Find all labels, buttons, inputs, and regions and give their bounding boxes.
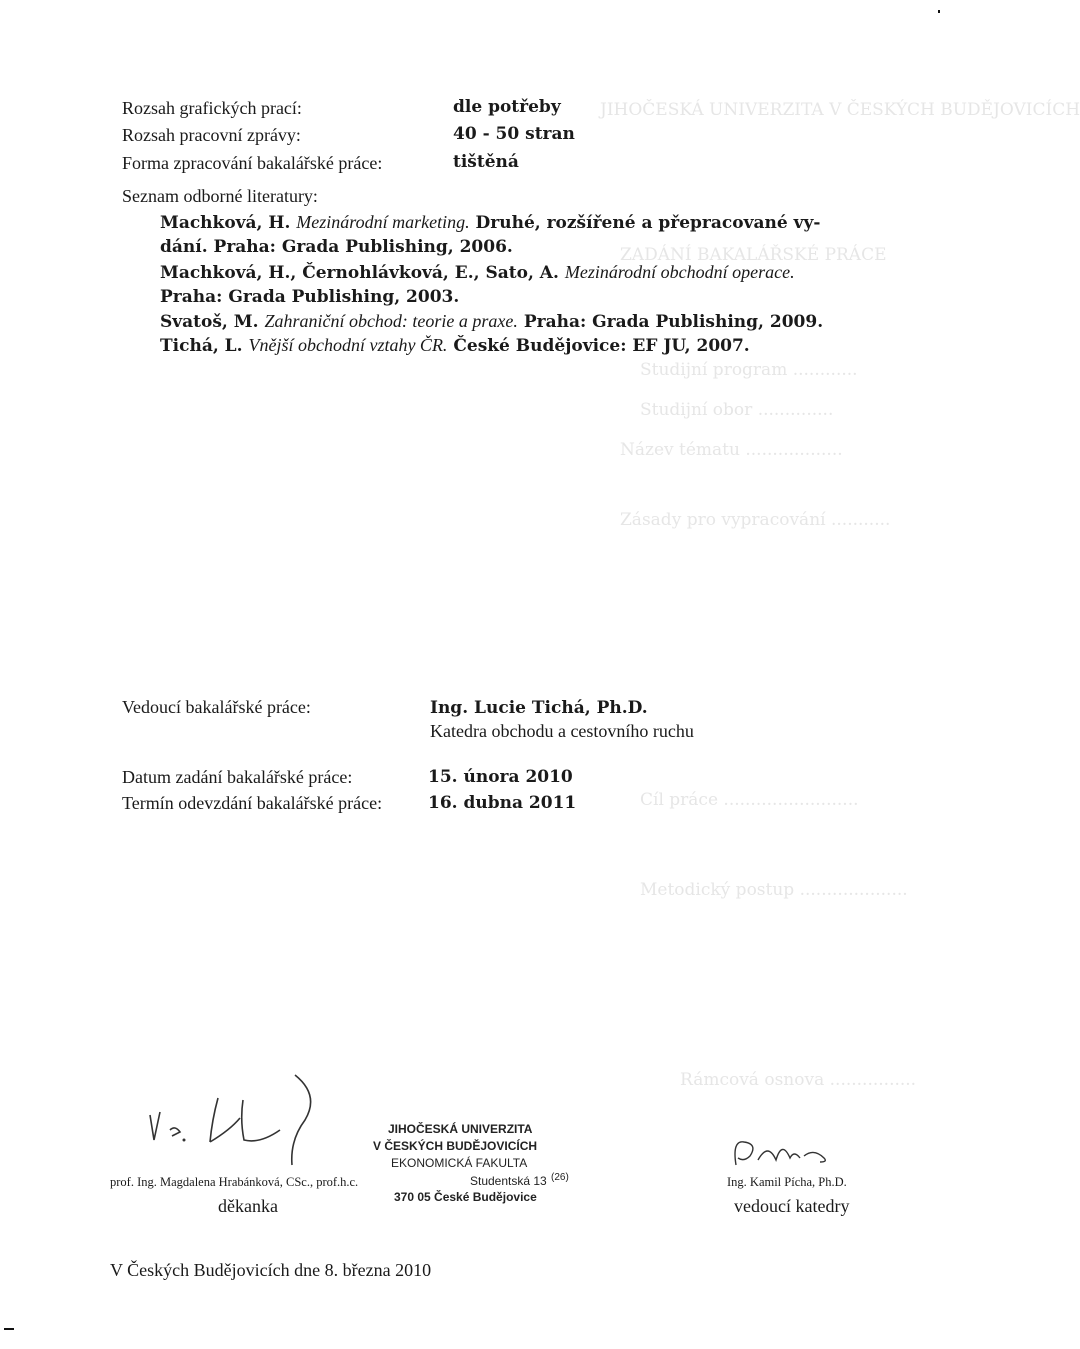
scan-dot bbox=[938, 10, 940, 13]
stamp-line-street: Studentská 13 bbox=[470, 1174, 547, 1188]
due-date-value: 16. dubna 2011 bbox=[428, 793, 577, 813]
assigned-date-value: 15. února 2010 bbox=[428, 767, 573, 787]
literature-ref-2 bbox=[160, 262, 795, 283]
thesis-assignment-page: JIHOČESKÁ UNIVERZITA V ČESKÝCH BUDĚJOVICÍCH ZADÁNÍ BAKALÁŘSKÉ PRÁCE Studijní program ............ Studijní obor .............. Název tématu .................. Zásady pro vypracování ........... Cíl práce ......................... Metodický postup .................... Rámcová osnova ................ Rozsah grafických prací: dle potřeby Rozsah pracovní zprávy: 40 - 50 stran Forma zpracování bakalářské práce: tištěná Seznam odborné literatury: Machková, H. Mezinárodní marketing. Druhé, rozšířené a přepracované vy- dání. Praha: Grada Publishing, 2006. Machková, H., Černohlávková, E., Sato, A. Mezinárodní obchodní operace. Praha: Grada Publishing, 2003. Svatoš, M. Zahraniční obchod: teorie a praxe. Praha: Grada Publishing, 2009. Tichá, L. Vnější obchodní vztahy ČR. České Budějovice: EF JU, 2007. Vedoucí bakalářské práce: Ing. Lucie Tichá, Ph.D. Katedra obchodu a cestovního ruchu Datum zadání bakalářské práce: 15. února 2010 Termín odevzdání bakalářské práce: 16. dubna 2011 JIHOČESKÁ UNIVERZITA V ČESKÝCH BUDĚJOVICÍCH EKONOMICKÁ FAKULTA Studentská 13 (26) 370 05 České Budějovice prof. Ing. Magdalena Hrabánková, CSc., prof.h.c. děkanka Ing. Kamil Pícha, Ph.D. vedoucí katedry V Českých Budějovicích dne 8. března 2010 bbox=[0, 0, 960, 1349]
head-role: vedoucí katedry bbox=[734, 1196, 850, 1216]
report-scope-value: 40 - 50 stran bbox=[453, 124, 575, 144]
ref-3-publisher: Praha: Grada Publishing, 2009. bbox=[523, 312, 824, 332]
literature-ref-3 bbox=[160, 311, 823, 332]
dean-signature bbox=[140, 1070, 330, 1170]
head-signature bbox=[728, 1130, 838, 1175]
ref-2-title: Mezinárodní obchodní operace. bbox=[564, 262, 795, 282]
stamp-line-code: (26) bbox=[551, 1172, 569, 1183]
report-scope-label: Rozsah pracovní zprávy: bbox=[122, 125, 301, 145]
stamp-line-university: JIHOČESKÁ UNIVERZITA bbox=[388, 1122, 533, 1136]
ref-4-publisher: České Budějovice: EF JU, 2007. bbox=[453, 336, 750, 356]
literature-heading: Seznam odborné literatury: bbox=[122, 186, 318, 206]
dean-role: děkanka bbox=[218, 1196, 278, 1216]
graphics-scope-value: dle potřeby bbox=[453, 97, 561, 117]
literature-ref-4 bbox=[160, 335, 750, 356]
thesis-form-value: tištěná bbox=[453, 152, 519, 172]
ref-1-publisher: dání. Praha: Grada Publishing, 2006. bbox=[160, 237, 513, 257]
head-name: Ing. Kamil Pícha, Ph.D. bbox=[727, 1175, 847, 1189]
supervisor-name: Ing. Lucie Tichá, Ph.D. bbox=[430, 698, 648, 718]
place-and-date: V Českých Budějovicích dne 8. března 2010 bbox=[110, 1260, 432, 1280]
thesis-form-label: Forma zpracování bakalářské práce: bbox=[122, 153, 383, 173]
supervisor-department: Katedra obchodu a cestovního ruchu bbox=[430, 721, 694, 741]
dean-name: prof. Ing. Magdalena Hrabánková, CSc., prof.h.c. bbox=[110, 1175, 359, 1189]
scan-mark bbox=[4, 1328, 14, 1330]
ref-4-title: Vnější obchodní vztahy ČR. bbox=[248, 335, 448, 355]
ref-4-author: Tichá, L. bbox=[160, 336, 243, 356]
literature-ref-1 bbox=[160, 212, 820, 233]
ref-1-edition: Druhé, rozšířené a přepracované vy- bbox=[475, 213, 821, 233]
ref-2-authors: Machková, H., Černohlávková, E., Sato, A. bbox=[160, 263, 559, 283]
stamp-line-postcode: 370 05 České Budějovice bbox=[394, 1190, 537, 1204]
stamp-line-faculty: EKONOMICKÁ FAKULTA bbox=[391, 1156, 528, 1170]
assigned-date-label: Datum zadání bakalářské práce: bbox=[122, 767, 353, 787]
due-date-label: Termín odevzdání bakalářské práce: bbox=[122, 793, 383, 813]
stamp-line-city: V ČESKÝCH BUDĚJOVICÍCH bbox=[373, 1139, 538, 1153]
ref-3-title: Zahraniční obchod: teorie a praxe. bbox=[264, 311, 518, 331]
ref-1-title: Mezinárodní marketing. bbox=[296, 212, 470, 232]
ref-3-author: Svatoš, M. bbox=[160, 312, 259, 332]
supervisor-label: Vedoucí bakalářské práce: bbox=[122, 697, 311, 717]
ref-2-publisher: Praha: Grada Publishing, 2003. bbox=[160, 287, 460, 307]
ref-1-author: Machková, H. bbox=[160, 213, 291, 233]
graphics-scope-label: Rozsah grafických prací: bbox=[122, 98, 302, 118]
